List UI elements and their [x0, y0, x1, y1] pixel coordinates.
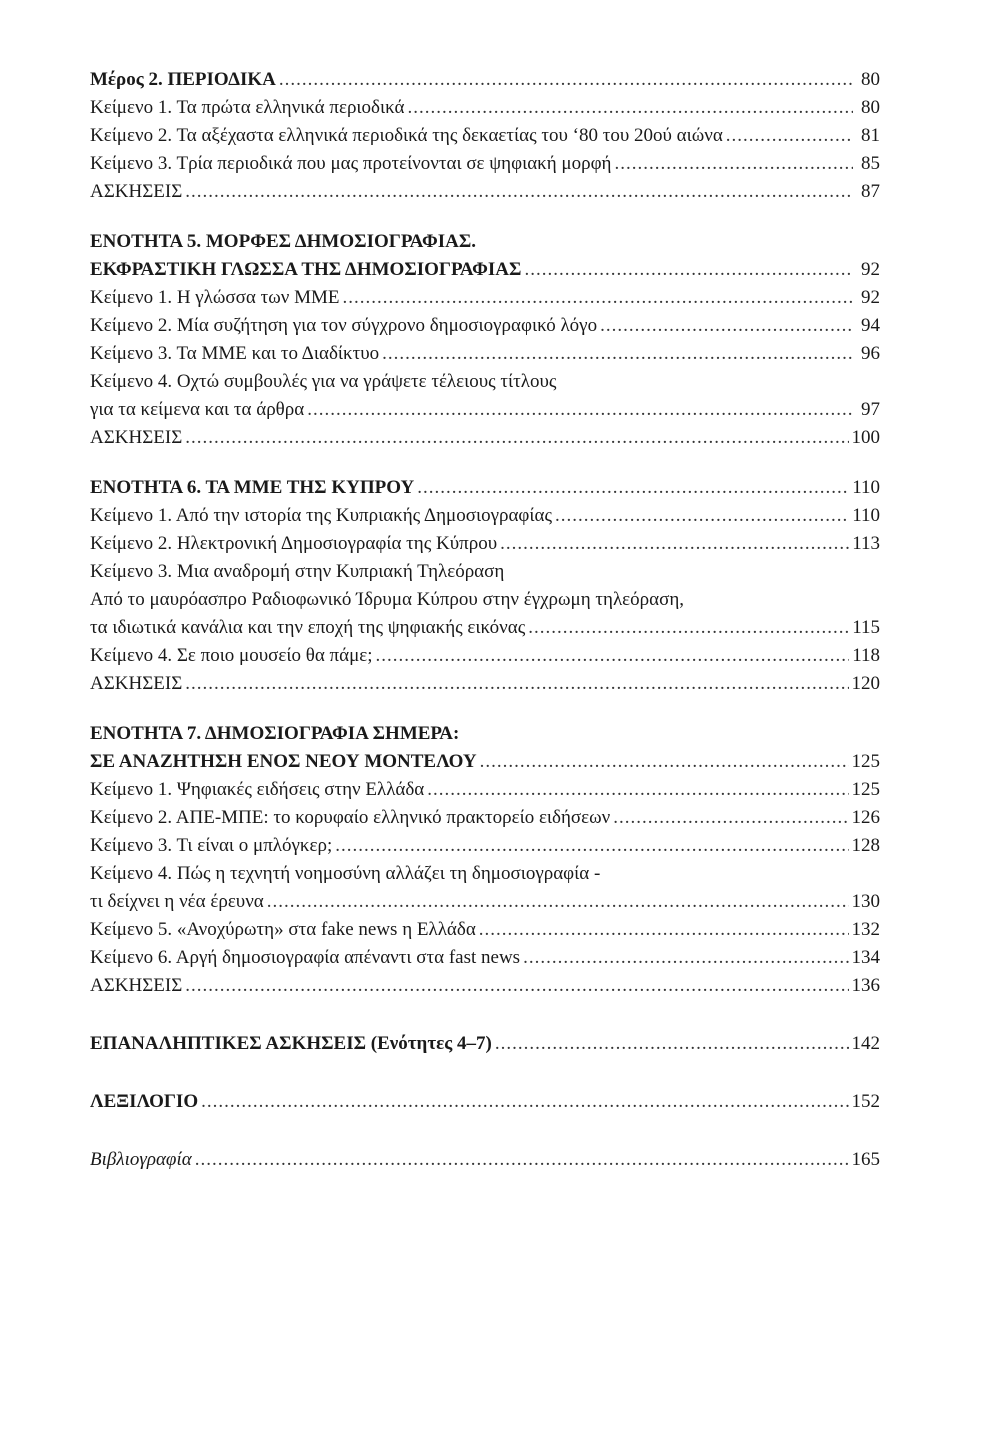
leader-dots [342, 284, 853, 312]
toc-entry-exercises [90, 670, 880, 698]
toc-heading-part2 [90, 66, 880, 94]
toc-entry-label: Κείμενο 1. Από την ιστορία της Κυπριακής Δημοσιογραφίας [90, 505, 552, 526]
toc-heading-label: ΛΕΞΙΛΟΓΙΟ [90, 1091, 199, 1112]
leader-dots [307, 396, 853, 424]
page-number: 136 [851, 975, 880, 996]
toc-entry-label: Κείμενο 3. Τι είναι ο μπλόγκερ; [90, 835, 333, 856]
leader-dots [201, 1088, 848, 1116]
leader-dots [528, 614, 849, 642]
toc-entry [90, 614, 880, 642]
leader-dots [480, 748, 849, 776]
toc-heading-label: Μέρος 2. ΠΕΡΙΟΔΙΚΑ [90, 69, 276, 90]
page-number: 81 [861, 125, 880, 146]
toc-entry [90, 916, 880, 944]
toc-entry-line1: Κείμενο 3. Μια αναδρομή στην Κυπριακή Τηλεόραση [90, 561, 505, 582]
leader-dots [614, 150, 853, 178]
leader-dots [524, 256, 853, 284]
leader-dots [495, 1030, 849, 1058]
toc-entry-label: ΑΣΚΗΣΕΙΣ [90, 975, 183, 996]
section-spacer [90, 1058, 880, 1088]
toc-entry-label: Κείμενο 1. Τα πρώτα ελληνικά περιοδικά [90, 97, 405, 118]
toc-heading-unit5-line1: ΕΝΟΤΗΤΑ 5. ΜΟΡΦΕΣ ΔΗΜΟΣΙΟΓΡΑΦΙΑΣ. [90, 231, 477, 252]
toc-entry [90, 776, 880, 804]
toc-entry [90, 944, 880, 972]
page-number: 87 [861, 181, 880, 202]
toc-entry-label: τι δείχνει η νέα έρευνα [90, 891, 264, 912]
toc-entry [90, 888, 880, 916]
toc-entry-label: Κείμενο 1. Ψηφιακές ειδήσεις στην Ελλάδα [90, 779, 425, 800]
page-number: 110 [852, 505, 880, 526]
toc-entry [90, 150, 880, 178]
section-spacer [90, 698, 880, 720]
page-number: 80 [861, 97, 880, 118]
toc-entry [90, 530, 880, 558]
page-number: 130 [851, 891, 880, 912]
toc-entry [90, 396, 880, 424]
page-number: 115 [852, 617, 880, 638]
toc-entry-line2: Από το μαυρόασπρο Ραδιοφωνικό Ίδρυμα Κύπρου στην έγχρωμη τηλεόραση, [90, 589, 685, 610]
page-number: 118 [852, 645, 880, 666]
page-number: 132 [851, 919, 880, 940]
leader-dots [185, 424, 848, 452]
toc-entry [90, 642, 880, 670]
toc-entry [90, 284, 880, 312]
toc-heading-unit5 [90, 256, 880, 284]
page-number: 80 [861, 69, 880, 90]
page-number: 128 [851, 835, 880, 856]
page-number: 97 [861, 399, 880, 420]
page-number: 120 [851, 673, 880, 694]
toc-entry [90, 312, 880, 340]
toc-entry-exercises [90, 972, 880, 1000]
page-number: 96 [861, 343, 880, 364]
toc-entry-exercises [90, 178, 880, 206]
toc-entry-label: Κείμενο 6. Αργή δημοσιογραφία απέναντι στα fast news [90, 947, 521, 968]
toc-entry-label: ΑΣΚΗΣΕΙΣ [90, 181, 183, 202]
leader-dots [376, 642, 850, 670]
page-number: 152 [851, 1091, 880, 1112]
leader-dots [555, 502, 849, 530]
leader-dots [613, 804, 848, 832]
leader-dots [335, 832, 848, 860]
page-number: 125 [851, 751, 880, 772]
toc-entry-label: τα ιδιωτικά κανάλια και την εποχή της ψηφιακής εικόνας [90, 617, 526, 638]
toc-entry-line1: Κείμενο 4. Οχτώ συμβουλές για να γράψετε τέλειους τίτλους [90, 371, 557, 392]
page-number: 126 [851, 807, 880, 828]
toc-entry-label: Κείμενο 5. «Ανοχύρωτη» στα fake news η Ελλάδα [90, 919, 476, 940]
toc-entry-label: Κείμενο 3. Τρία περιοδικά που μας προτείνονται σε ψηφιακή μορφή [90, 153, 612, 174]
leader-dots [195, 1146, 849, 1174]
toc-entry-label: Κείμενο 1. Η γλώσσα των ΜΜΕ [90, 287, 340, 308]
toc-entry-label: ΑΣΚΗΣΕΙΣ [90, 673, 183, 694]
leader-dots [726, 122, 853, 150]
leader-dots [185, 972, 848, 1000]
toc-entry-label: Κείμενο 2. Μία συζήτηση για τον σύγχρονο δημοσιογραφικό λόγο [90, 315, 598, 336]
leader-dots [407, 94, 853, 122]
toc-entry-label: Κείμενο 2. ΑΠΕ-ΜΠΕ: το κορυφαίο ελληνικό πρακτορείο ειδήσεων [90, 807, 611, 828]
page-number: 125 [851, 779, 880, 800]
toc-heading-unit7 [90, 748, 880, 776]
toc-entry [90, 340, 880, 368]
toc-entry-label: Κείμενο 2. Τα αξέχαστα ελληνικά περιοδικά της δεκαετίας του ‘80 του 20ού αιώνα [90, 125, 723, 146]
leader-dots [279, 66, 853, 94]
toc-entry-line1: Κείμενο 4. Πώς η τεχνητή νοημοσύνη αλλάζει τη δημοσιογραφία - [90, 863, 601, 884]
leader-dots [523, 944, 848, 972]
leader-dots [382, 340, 853, 368]
toc-heading-label: ΣΕ ΑΝΑΖΗΤΗΣΗ ΕΝΟΣ ΝΕΟΥ ΜΟΝΤΕΛΟΥ [90, 751, 477, 772]
leader-dots [185, 178, 853, 206]
toc-heading-bibliography [90, 1146, 880, 1174]
toc-entry-label: ΑΣΚΗΣΕΙΣ [90, 427, 183, 448]
page-number: 85 [861, 153, 880, 174]
section-spacer [90, 206, 880, 228]
toc-heading-unit6 [90, 474, 880, 502]
toc-entry [90, 94, 880, 122]
toc-heading-unit7-line1: ΕΝΟΤΗΤΑ 7. ΔΗΜΟΣΙΟΓΡΑΦΙΑ ΣΗΜΕΡΑ: [90, 723, 460, 744]
page-number: 94 [861, 315, 880, 336]
toc-entry-exercises [90, 424, 880, 452]
section-spacer [90, 452, 880, 474]
toc-entry [90, 122, 880, 150]
leader-dots [500, 530, 849, 558]
page-number: 100 [851, 427, 880, 448]
toc-entry-label: για τα κείμενα και τα άρθρα [90, 399, 305, 420]
page-number: 92 [861, 259, 880, 280]
toc-heading-glossary [90, 1088, 880, 1116]
leader-dots [427, 776, 848, 804]
toc-entry-label: Κείμενο 4. Σε ποιο μουσείο θα πάμε; [90, 645, 373, 666]
leader-dots [185, 670, 848, 698]
toc-heading-label: ΕΚΦΡΑΣΤΙΚΗ ΓΛΩΣΣΑ ΤΗΣ ΔΗΜΟΣΙΟΓΡΑΦΙΑΣ [90, 259, 522, 280]
leader-dots [417, 474, 849, 502]
toc-heading-review [90, 1030, 880, 1058]
page-number: 142 [851, 1033, 880, 1054]
leader-dots [267, 888, 849, 916]
toc-entry-label: Κείμενο 2. Ηλεκτρονική Δημοσιογραφία της Κύπρου [90, 533, 498, 554]
toc-entry [90, 502, 880, 530]
section-spacer [90, 1000, 880, 1030]
toc-heading-label: Βιβλιογραφία [90, 1149, 192, 1170]
page-number: 134 [851, 947, 880, 968]
leader-dots [600, 312, 853, 340]
toc-entry-label: Κείμενο 3. Τα ΜΜΕ και το Διαδίκτυο [90, 343, 380, 364]
table-of-contents [90, 66, 880, 1174]
section-spacer [90, 1116, 880, 1146]
page-number: 110 [852, 477, 880, 498]
leader-dots [479, 916, 849, 944]
toc-entry [90, 804, 880, 832]
toc-heading-label: ΕΝΟΤΗΤΑ 6. ΤΑ ΜΜΕ ΤΗΣ ΚΥΠΡΟΥ [90, 477, 415, 498]
page-number: 113 [852, 533, 880, 554]
toc-heading-label: ΕΠΑΝΑΛΗΠΤΙΚΕΣ ΑΣΚΗΣΕΙΣ (Ενότητες 4–7) [90, 1033, 492, 1054]
page-number: 92 [861, 287, 880, 308]
toc-entry [90, 832, 880, 860]
page-number: 165 [851, 1149, 880, 1170]
